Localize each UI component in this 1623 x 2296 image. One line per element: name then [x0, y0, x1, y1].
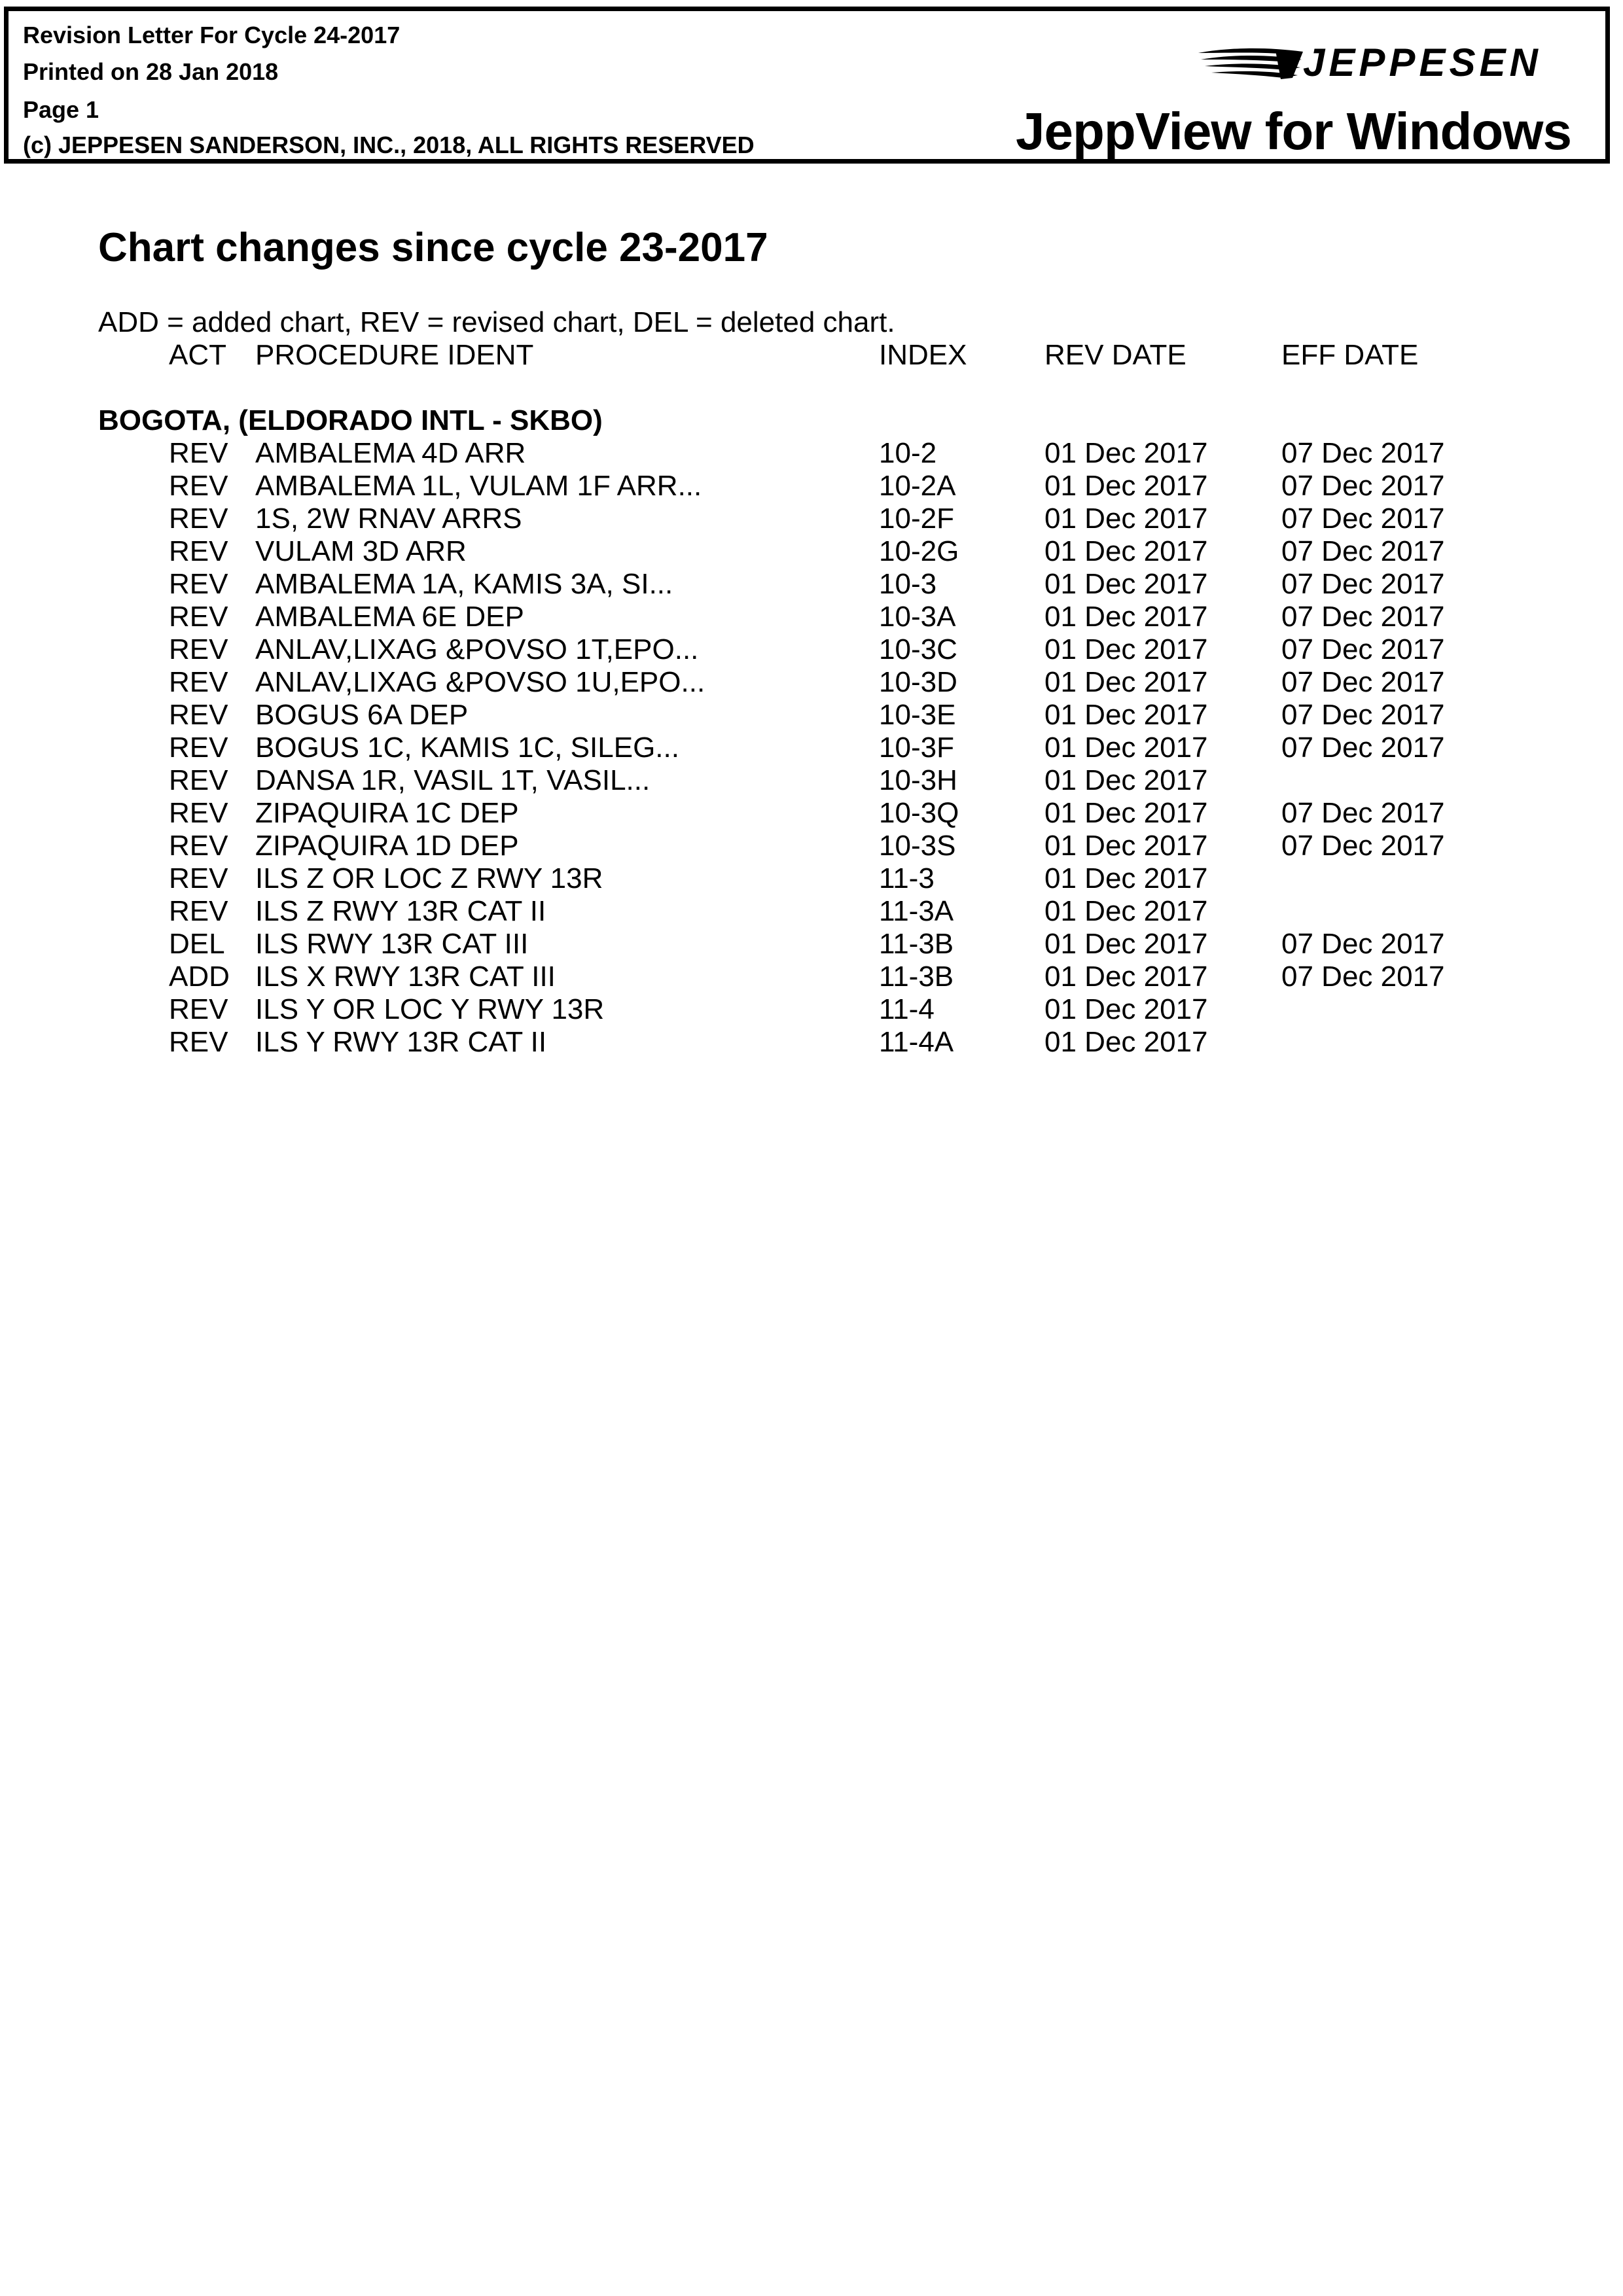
row-action: REV: [169, 797, 228, 829]
row-index: 11-3B: [879, 928, 954, 960]
row-rev-date: 01 Dec 2017: [1044, 535, 1208, 567]
jeppesen-logo: [1198, 40, 1591, 92]
printed-date: Printed on 28 Jan 2018: [23, 58, 279, 85]
table-row: [0, 699, 1623, 732]
row-procedure-ident: VULAM 3D ARR: [255, 535, 467, 567]
row-rev-date: 01 Dec 2017: [1044, 437, 1208, 469]
row-rev-date: 01 Dec 2017: [1044, 732, 1208, 764]
row-procedure-ident: AMBALEMA 1L, VULAM 1F ARR...: [255, 470, 702, 502]
row-action: REV: [169, 503, 228, 535]
table-row: [0, 830, 1623, 862]
row-eff-date: 07 Dec 2017: [1281, 961, 1445, 993]
row-eff-date: 07 Dec 2017: [1281, 470, 1445, 502]
row-rev-date: 01 Dec 2017: [1044, 993, 1208, 1025]
row-index: 10-3H: [879, 764, 957, 796]
row-procedure-ident: ZIPAQUIRA 1C DEP: [255, 797, 519, 829]
row-index: 11-3B: [879, 961, 954, 993]
table-row: [0, 993, 1623, 1026]
row-rev-date: 01 Dec 2017: [1044, 895, 1208, 927]
row-action: REV: [169, 633, 228, 665]
row-eff-date: 07 Dec 2017: [1281, 666, 1445, 698]
column-header-eff-date: EFF DATE: [1281, 339, 1419, 371]
row-index: 10-3: [879, 568, 937, 600]
logo-wordmark: JEPPESEN: [1303, 41, 1542, 84]
row-procedure-ident: AMBALEMA 4D ARR: [255, 437, 526, 469]
row-eff-date: 07 Dec 2017: [1281, 928, 1445, 960]
table-row: [0, 797, 1623, 830]
table-row: [0, 928, 1623, 961]
table-row: [0, 503, 1623, 535]
page-number: Page 1: [23, 96, 99, 123]
row-eff-date: 07 Dec 2017: [1281, 797, 1445, 829]
row-eff-date: 07 Dec 2017: [1281, 633, 1445, 665]
document-header: [4, 7, 1610, 164]
row-procedure-ident: ANLAV,LIXAG &POVSO 1U,EPO...: [255, 666, 705, 698]
row-rev-date: 01 Dec 2017: [1044, 470, 1208, 502]
row-action: REV: [169, 699, 228, 731]
revision-letter-title: Revision Letter For Cycle 24-2017: [23, 22, 401, 48]
row-action: REV: [169, 830, 228, 862]
row-index: 10-3S: [879, 830, 956, 862]
row-index: 10-2G: [879, 535, 959, 567]
row-index: 10-3D: [879, 666, 957, 698]
row-action: REV: [169, 764, 228, 796]
table-row: [0, 568, 1623, 601]
row-action: REV: [169, 568, 228, 600]
row-rev-date: 01 Dec 2017: [1044, 764, 1208, 796]
airport-heading: BOGOTA, (ELDORADO INTL - SKBO): [98, 404, 603, 436]
table-row: [0, 437, 1623, 470]
row-eff-date: 07 Dec 2017: [1281, 732, 1445, 764]
table-row: [0, 601, 1623, 633]
legend: ADD = added chart, REV = revised chart, DEL = deleted chart.: [98, 306, 895, 338]
row-procedure-ident: DANSA 1R, VASIL 1T, VASIL...: [255, 764, 651, 796]
row-rev-date: 01 Dec 2017: [1044, 601, 1208, 633]
row-rev-date: 01 Dec 2017: [1044, 503, 1208, 535]
row-procedure-ident: ILS Z OR LOC Z RWY 13R: [255, 862, 603, 894]
row-action: REV: [169, 666, 228, 698]
page-title: Chart changes since cycle 23-2017: [98, 225, 768, 270]
row-eff-date: 07 Dec 2017: [1281, 503, 1445, 535]
row-index: 10-3Q: [879, 797, 959, 829]
row-action: REV: [169, 535, 228, 567]
row-index: 10-3E: [879, 699, 956, 731]
row-action: REV: [169, 862, 228, 894]
row-procedure-ident: AMBALEMA 6E DEP: [255, 601, 524, 633]
row-eff-date: 07 Dec 2017: [1281, 699, 1445, 731]
row-action: REV: [169, 470, 228, 502]
row-procedure-ident: 1S, 2W RNAV ARRS: [255, 503, 522, 535]
row-rev-date: 01 Dec 2017: [1044, 862, 1208, 894]
row-index: 11-3A: [879, 895, 954, 927]
row-rev-date: 01 Dec 2017: [1044, 797, 1208, 829]
row-rev-date: 01 Dec 2017: [1044, 699, 1208, 731]
row-action: REV: [169, 601, 228, 633]
row-rev-date: 01 Dec 2017: [1044, 830, 1208, 862]
table-row: [0, 535, 1623, 568]
row-action: REV: [169, 993, 228, 1025]
column-header-procedure: PROCEDURE IDENT: [255, 339, 534, 371]
row-index: 10-2A: [879, 470, 956, 502]
row-eff-date: 07 Dec 2017: [1281, 535, 1445, 567]
column-header-index: INDEX: [879, 339, 967, 371]
row-index: 11-4: [879, 993, 935, 1025]
product-name: JeppView for Windows: [1015, 102, 1571, 160]
row-index: 10-2: [879, 437, 937, 469]
row-procedure-ident: ILS Y RWY 13R CAT II: [255, 1026, 547, 1058]
row-rev-date: 01 Dec 2017: [1044, 568, 1208, 600]
row-procedure-ident: ZIPAQUIRA 1D DEP: [255, 830, 519, 862]
table-row: [0, 1026, 1623, 1059]
row-procedure-ident: BOGUS 6A DEP: [255, 699, 469, 731]
table-row: [0, 862, 1623, 895]
row-action: REV: [169, 1026, 228, 1058]
row-action: ADD: [169, 961, 230, 993]
row-index: 10-2F: [879, 503, 954, 535]
table-row: [0, 895, 1623, 928]
row-index: 10-3A: [879, 601, 956, 633]
row-rev-date: 01 Dec 2017: [1044, 633, 1208, 665]
row-eff-date: 07 Dec 2017: [1281, 830, 1445, 862]
row-procedure-ident: ILS RWY 13R CAT III: [255, 928, 529, 960]
row-action: REV: [169, 437, 228, 469]
row-rev-date: 01 Dec 2017: [1044, 961, 1208, 993]
row-eff-date: 07 Dec 2017: [1281, 568, 1445, 600]
row-procedure-ident: BOGUS 1C, KAMIS 1C, SILEG...: [255, 732, 679, 764]
row-action: REV: [169, 895, 228, 927]
column-header-act: ACT: [169, 339, 226, 371]
row-index: 11-3: [879, 862, 935, 894]
row-rev-date: 01 Dec 2017: [1044, 1026, 1208, 1058]
table-row: [0, 764, 1623, 797]
logo-swoosh-icon: [1198, 46, 1303, 86]
row-procedure-ident: ILS X RWY 13R CAT III: [255, 961, 556, 993]
table-row: [0, 961, 1623, 993]
row-index: 11-4A: [879, 1026, 954, 1058]
row-action: DEL: [169, 928, 225, 960]
row-index: 10-3F: [879, 732, 954, 764]
row-procedure-ident: AMBALEMA 1A, KAMIS 3A, SI...: [255, 568, 673, 600]
row-rev-date: 01 Dec 2017: [1044, 666, 1208, 698]
table-row: [0, 732, 1623, 764]
copyright-notice: (c) JEPPESEN SANDERSON, INC., 2018, ALL RIGHTS RESERVED: [23, 132, 755, 158]
table-row: [0, 666, 1623, 699]
table-row: [0, 633, 1623, 666]
row-index: 10-3C: [879, 633, 957, 665]
row-procedure-ident: ILS Z RWY 13R CAT II: [255, 895, 546, 927]
column-header-rev-date: REV DATE: [1044, 339, 1186, 371]
row-action: REV: [169, 732, 228, 764]
row-procedure-ident: ANLAV,LIXAG &POVSO 1T,EPO...: [255, 633, 699, 665]
row-eff-date: 07 Dec 2017: [1281, 601, 1445, 633]
row-procedure-ident: ILS Y OR LOC Y RWY 13R: [255, 993, 605, 1025]
row-eff-date: 07 Dec 2017: [1281, 437, 1445, 469]
table-row: [0, 470, 1623, 503]
row-rev-date: 01 Dec 2017: [1044, 928, 1208, 960]
